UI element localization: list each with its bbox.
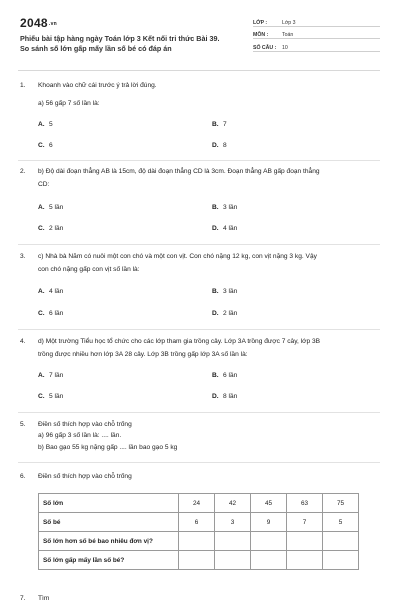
- question-separator: [18, 160, 380, 161]
- header-divider: [18, 70, 380, 71]
- table-row-header: Số bé: [39, 513, 179, 532]
- meta-count-row: SỐ CÂU : 10: [253, 40, 380, 52]
- table-row: [39, 494, 359, 513]
- table-row: [39, 532, 359, 551]
- table-row: [39, 551, 359, 570]
- question-5-part-a: a) 96 gấp 3 số lần là: .... lần.: [38, 432, 122, 439]
- answer-cell[interactable]: [251, 532, 287, 551]
- answer-cell[interactable]: [287, 551, 323, 570]
- answer-cell[interactable]: [179, 532, 215, 551]
- worksheet-page: 2048.vn Phiếu bài tập hàng ngày Toán lớp 3 Kết nối tri thức Bài 39. So sánh số lớn gấp mấy lần số bé có đáp án LỚP : Lớp 3 MÔN : Toán SỐ CÂU : 10 1. Khoanh vào chữ cái trước ý trả lời đúng. a) 56 gấp 7 số lần là: A. 5 B. 7 C. 6 D. 8 2. b) Độ dài đoạn thẳng AB là 15cm, độ dài đoạn thẳng CD là 3cm. Đoạn thẳng AB gấp đoạn thẳng CD: A. 5 lần B. 3 lần C. 2 lần D. 4 lần 3. c) Nhà bà Năm có nuôi một con chó và một con vịt. Con chó nặng 12 kg, con vịt nặng 3 kg. Vậy con chó nặng gấp con vịt số lần là: A. 4 lần B. 3 lần C. 6 lần D. 2 lần 4. d) Một trường Tiểu học tổ chức cho các lớp tham gia trồng cây. Lớp 3A trồng được 7 cây, lớp 3B trồng được nhiều hơn lớp 3A 28 cây. Lớp 3B trồng gấp lớp 3A số lần là: A. 7 lần B. 6 lần C. 5 lần D. 8 lần 5. Điền số thích hợp vào chỗ trống a) 96 gấp 3 số lần là: .... lần. b) Bao gạo 55 kg nặng gấp .... lần bao gạo 5 kg 6. Điền số thích hợp vào chỗ trống Số lớn 24 42 45 63 75 Số bé 6 3 9 7 5 Số lớn hơn số bé bao nhiêu đơn vị? Số lớn gấp mấy lần số bé? 7. Tìm: [0, 0, 400, 600]
- fill-in-table: [38, 493, 359, 570]
- q3-option-c[interactable]: C. 6 lần: [38, 310, 64, 317]
- q1-option-c[interactable]: C. 6: [38, 142, 53, 149]
- table-row-header: Số lớn gấp mấy lần số bé?: [39, 551, 179, 570]
- q2-option-a[interactable]: A. 5 lần: [38, 204, 64, 211]
- q3-option-b[interactable]: B. 3 lần: [212, 288, 238, 295]
- q2-option-b[interactable]: B. 3 lần: [212, 204, 238, 211]
- q1-option-b[interactable]: B. 7: [212, 121, 227, 128]
- q4-option-c[interactable]: C. 5 lần: [38, 393, 64, 400]
- table-cell: 3: [215, 513, 251, 532]
- question-separator: [18, 244, 380, 245]
- q2-option-c[interactable]: C. 2 lần: [38, 225, 64, 232]
- q1-option-a[interactable]: A. 5: [38, 121, 53, 128]
- question-separator: [18, 412, 380, 413]
- q3-option-a[interactable]: A. 4 lần: [38, 288, 64, 295]
- q2-option-d[interactable]: D. 4 lần: [212, 225, 238, 232]
- table-cell: 5: [323, 513, 359, 532]
- q4-option-d[interactable]: D. 8 lần: [212, 393, 238, 400]
- answer-cell[interactable]: [215, 551, 251, 570]
- answer-cell[interactable]: [179, 551, 215, 570]
- table-row-header: Số lớn: [39, 494, 179, 513]
- q3-option-d[interactable]: D. 2 lần: [212, 310, 238, 317]
- answer-cell[interactable]: [251, 551, 287, 570]
- question-separator: [18, 329, 380, 330]
- page-title: Phiếu bài tập hàng ngày Toán lớp 3 Kết nối tri thức Bài 39. So sánh số lớn gấp mấy lần số bé có đáp án: [20, 34, 220, 53]
- q4-option-a[interactable]: A. 7 lần: [38, 372, 64, 379]
- answer-cell[interactable]: [323, 551, 359, 570]
- table-cell: 63: [287, 494, 323, 513]
- table-row-header: Số lớn hơn số bé bao nhiêu đơn vị?: [39, 532, 179, 551]
- table-cell: 7: [287, 513, 323, 532]
- table-row: [39, 513, 359, 532]
- meta-subject-row: MÔN : Toán: [253, 28, 380, 40]
- question-separator: [18, 462, 380, 463]
- worksheet-header: [18, 14, 380, 66]
- question-1-sub: a) 56 gấp 7 số lần là:: [38, 100, 100, 107]
- table-cell: 6: [179, 513, 215, 532]
- answer-cell[interactable]: [323, 532, 359, 551]
- table-cell: 75: [323, 494, 359, 513]
- answer-cell[interactable]: [287, 532, 323, 551]
- table-cell: 9: [251, 513, 287, 532]
- meta-class-row: LỚP : Lớp 3: [253, 15, 380, 27]
- meta-info: [253, 15, 380, 53]
- site-logo[interactable]: 2048.vn: [20, 16, 58, 30]
- answer-cell[interactable]: [215, 532, 251, 551]
- question-5-part-b: b) Bao gạo 55 kg nặng gấp .... lần bao gạo 5 kg: [38, 444, 178, 451]
- table-cell: 45: [251, 494, 287, 513]
- table-cell: 24: [179, 494, 215, 513]
- q4-option-b[interactable]: B. 6 lần: [212, 372, 238, 379]
- table-cell: 42: [215, 494, 251, 513]
- q1-option-d[interactable]: D. 8: [212, 142, 227, 149]
